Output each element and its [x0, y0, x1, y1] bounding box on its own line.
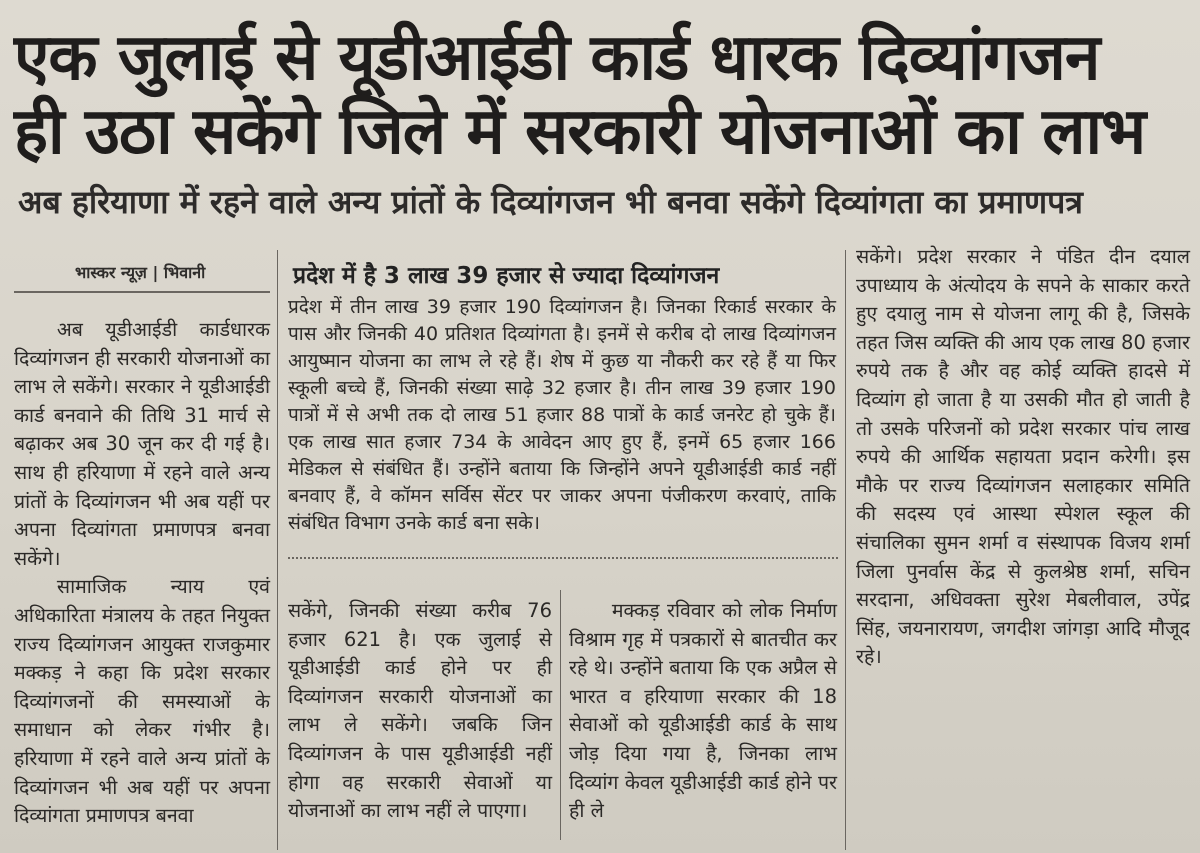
column-4-paragraph: सकेंगे। प्रदेश सरकार ने पंडित दीन दयाल उपाध्याय के अंत्योदय के सपने के साकार करते हुए दयालु नाम से योजना लागू की है, जिसके तहत जिस व्यक्ति की आय एक लाख 80 हजार रुपये तक है और वह कोई व्यक्ति हादसे में दिव्यांग हो जाता है या उसकी मौत हो जाती है तो उसके परिजनों को प्रदेश सरकार पांच लाख रुपये की आर्थिक सहायता प्रदान करेगी। इस मौके पर राज्य दिव्यांगजन सलाहकार समिति की सदस्य एवं आस्था स्पेशल स्कूल की संचालिका सुमन शर्मा व संस्थापक विजय शर्मा जिला पुनर्वास केंद्र से कुलश्रेष्ठ शर्मा, सचिन सरदाना, अधिवक्ता सुरेश मेबलीवाल, उपेंद्र सिंह, जयनारायण, जगदीश जांगड़ा आदि मौजूद रहे।	[856, 245, 1190, 669]
column-1-paragraph-1: अब यूडीआईडी कार्डधारक दिव्यांगजन ही सरकारी योजनाओं का लाभ ले सकेंगे। सरकार ने यूडीआईडी कार्ड बनवाने की तिथि 31 मार्च से बढ़ाकर अब 30 जून कर दी गई है। साथ ही हरियाणा में रहने वाले अन्य प्रांतों के दिव्यांगजन भी अब यहीं पर अपना दिव्यांगता प्रमाणपत्र बनवा सकेंगे।	[14, 318, 270, 570]
headline-line-2: ही उठा सकेंगे जिले में सरकारी योजनाओं का लाभ	[14, 95, 1146, 169]
subheadline: अब हरियाणा में रहने वाले अन्य प्रांतों के दिव्यांगजन भी बनवा सकेंगे दिव्यांगता का प्रमाणपत्र	[18, 183, 1083, 221]
column-divider-2	[560, 590, 561, 840]
headline-line-1: एक जुलाई से यूडीआईडी कार्ड धारक दिव्यांगजन	[14, 21, 1100, 95]
column-4	[856, 243, 1190, 672]
box-title: प्रदेश में है 3 लाख 39 हजार से ज्यादा दिव्यांगजन	[293, 263, 720, 289]
column-1-paragraph-2: सामाजिक न्याय एवं अधिकारिता मंत्रालय के तहत नियुक्त राज्य दिव्यांगजन आयुक्त राजकुमार मक्कड़ ने कहा कि प्रदेश सरकार दिव्यांगजनों की समस्याओं के समाधान को लेकर गंभीर है। हरियाणा में रहने वाले अन्य प्रांतों के दिव्यांगजन भी अब यहीं पर अपना दिव्यांगता प्रमाणपत्र बनवा	[14, 575, 270, 828]
box-bottom-rule	[288, 557, 838, 559]
column-divider-4	[845, 250, 846, 850]
column-1	[14, 316, 270, 831]
column-2: सकेंगे, जिनकी संख्या करीब 76 हजार 621 है। एक जुलाई से यूडीआईडी कार्ड होने पर ही दिव्यांगजन सरकारी योजनाओं का लाभ ले सकेंगे। जबकि जिन दिव्यांगजन के पास यूडीआईडी नहीं होगा वह सरकारी सेवाओं या योजनाओं का लाभ नहीं ले पाएगा।	[288, 599, 552, 823]
column-3: मक्कड़ रविवार को लोक निर्माण विश्राम गृह में पत्रकारों से बातचीत कर रहे थे। उन्होंने बताया कि एक अप्रैल से भारत व हरियाणा सरकार की 18 सेवाओं को यूडीआईडी कार्ड के साथ जोड़ दिया गया है, जिनका लाभ दिव्यांग केवल यूडीआईडी कार्ड होने पर ही ले	[569, 599, 837, 823]
column-divider-1	[277, 250, 278, 850]
byline: भास्कर न्यूज़ | भिवानी	[75, 263, 206, 282]
byline-rule	[14, 291, 270, 293]
box-text: प्रदेश में तीन लाख 39 हजार 190 दिव्यांगजन है। जिनका रिकार्ड सरकार के पास और जिनकी 40 प्रतिशत दिव्यांगता है। इनमें से करीब दो लाख दिव्यांगजन आयुष्मान योजना का लाभ ले रहे हैं। शेष में कुछ या नौकरी कर रहे हैं या फिर स्कूली बच्चे हैं, जिनकी संख्या साढ़े 32 हजार है। तीन लाख 39 हजार 190 पात्रों में से अभी तक दो लाख 51 हजार 88 पात्रों के कार्ड जनरेट हो चुके हैं। एक लाख सात हजार 734 के आवेदन आए हुए हैं, इनमें 65 हजार 166 मेडिकल से संबंधित हैं। उन्होंने बताया कि जिन्होंने अपने यूडीआईडी कार्ड नहीं बनवाए हैं, वे कॉमन सर्विस सेंटर पर जाकर अपना पंजीकरण करवाएं, ताकि संबंधित विभाग उनके कार्ड बना सके।	[288, 296, 836, 534]
